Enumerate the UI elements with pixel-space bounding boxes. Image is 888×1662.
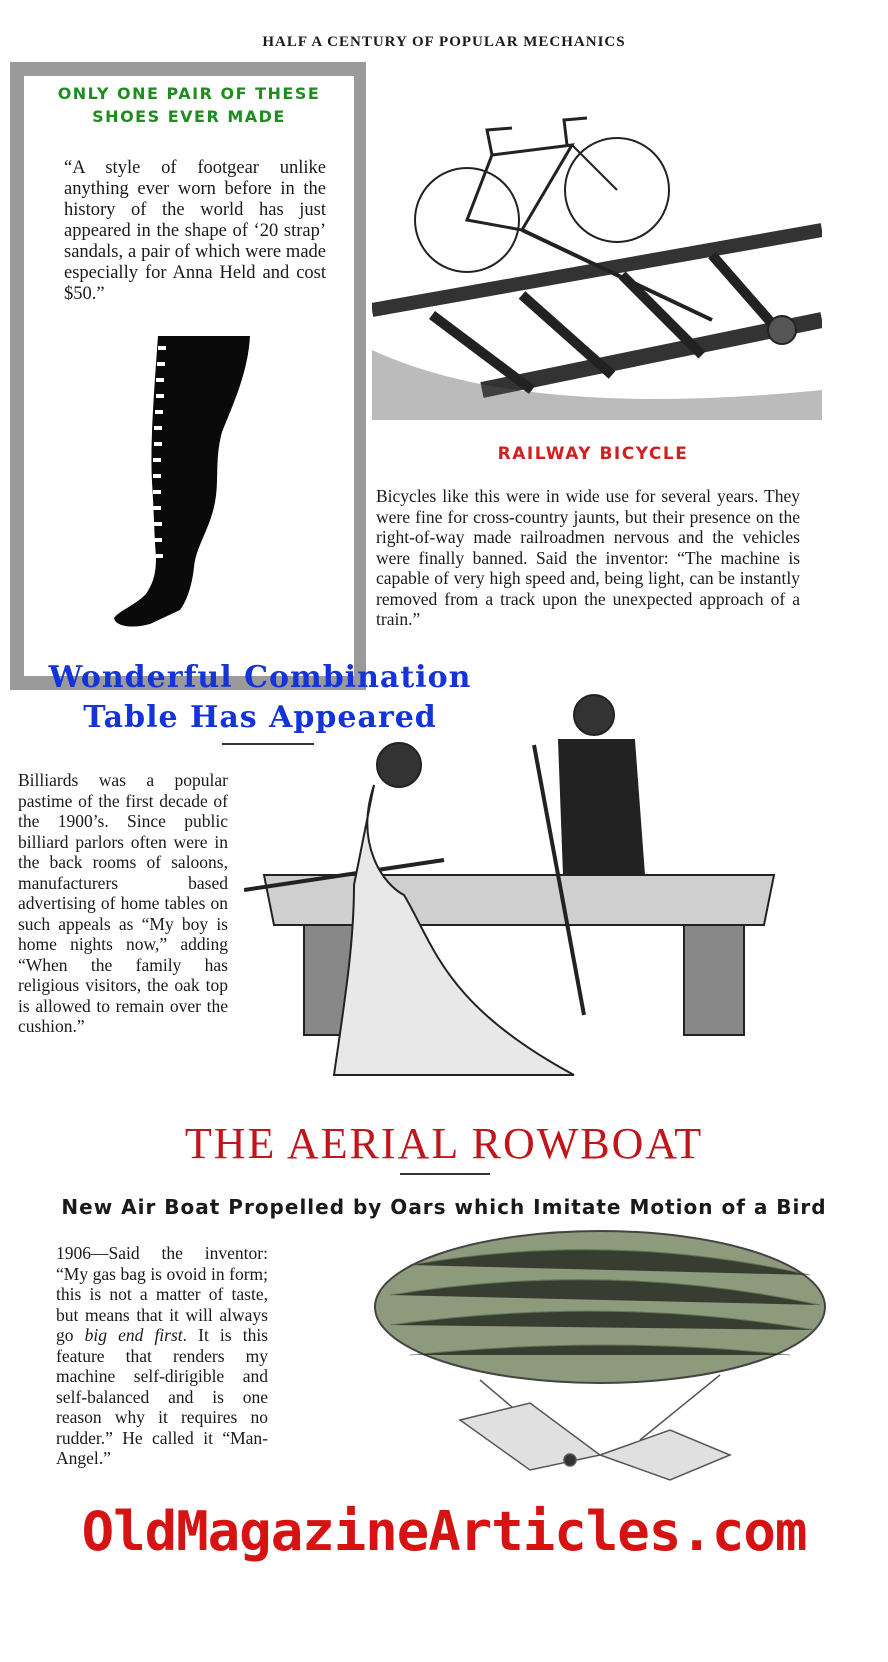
- air-boat-illustration: [370, 1225, 830, 1490]
- aerial-text-before: 1906—Said the inventor: “My gas bag is ovoid in form; this is not a matter of taste, but means that it will always go: [56, 1243, 268, 1345]
- woman-dress: [334, 785, 574, 1075]
- aerial-title-rule: [400, 1173, 490, 1175]
- left-wing: [460, 1403, 600, 1470]
- running-head: HALF A CENTURY OF POPULAR MECHANICS: [262, 34, 626, 50]
- aerial-rowboat-subtitle: New Air Boat Propelled by Oars which Imitate Motion of a Bird: [61, 1195, 827, 1219]
- aerial-text-after: . It is this feature that renders my machine self-dirigible and self-balanced and is one reason why it requires no rudder.” He called it “Man-Angel.”: [56, 1325, 268, 1468]
- shoe-quote: “A style of footgear unlike anything ever worn before in the history of the world has just appeared in the shape of ‘20 strap’ sandals, a pair of which were made especially for Anna Held and cost $50.”: [64, 158, 326, 304]
- railway-bicycle-illustration: [372, 90, 822, 420]
- billiards-text: Billiards was a popular pastime of the first decade of the 1900’s. Since public billiard parlors often were in the back rooms of saloons, manufacturers based advertising of home tables on such appeals as “My boy is home nights now,” adding “When the family has religious visitors, the oak top is allowed to remain over the cushion.”: [18, 770, 228, 1036]
- outrigger-wheel: [768, 316, 796, 344]
- pilot: [564, 1454, 576, 1466]
- site-watermark: OldMagazineArticles.com: [81, 1500, 807, 1563]
- aerial-rowboat-text: [56, 1243, 268, 1469]
- woman-head: [377, 743, 421, 787]
- billiards-title-line1: Wonderful Combination: [48, 660, 472, 695]
- boot-silhouette: [114, 336, 250, 626]
- man-head: [574, 695, 614, 735]
- aerial-rowboat-title: THE AERIAL ROWBOAT: [184, 1119, 704, 1168]
- billiard-table-illustration: [244, 685, 804, 1085]
- shoe-title-line1: ONLY ONE PAIR OF THESE: [57, 84, 321, 103]
- table-top: [264, 875, 774, 925]
- shoe-title: [24, 82, 354, 128]
- aerial-text-emphasis: big end first: [84, 1325, 183, 1345]
- laced-boot-illustration: [110, 332, 270, 632]
- right-wing: [600, 1430, 730, 1480]
- shoe-title-line2: SHOES EVER MADE: [92, 107, 286, 126]
- table-leg-right: [684, 925, 744, 1035]
- railway-bicycle-text: Bicycles like this were in wide use for several years. They were fine for cross-country jaunts, but their presence on the right-of-way made railroadmen nervous and the vehicles were finally banned. Said the inventor: “The machine is capable of very high speed and, being light, can be instantly removed from a track upon the unexpected approach of a train.”: [376, 486, 800, 629]
- billiards-title-line2: Table Has Appeared: [83, 700, 437, 735]
- railway-bicycle-title: RAILWAY BICYCLE: [497, 444, 689, 464]
- man-body: [559, 740, 644, 875]
